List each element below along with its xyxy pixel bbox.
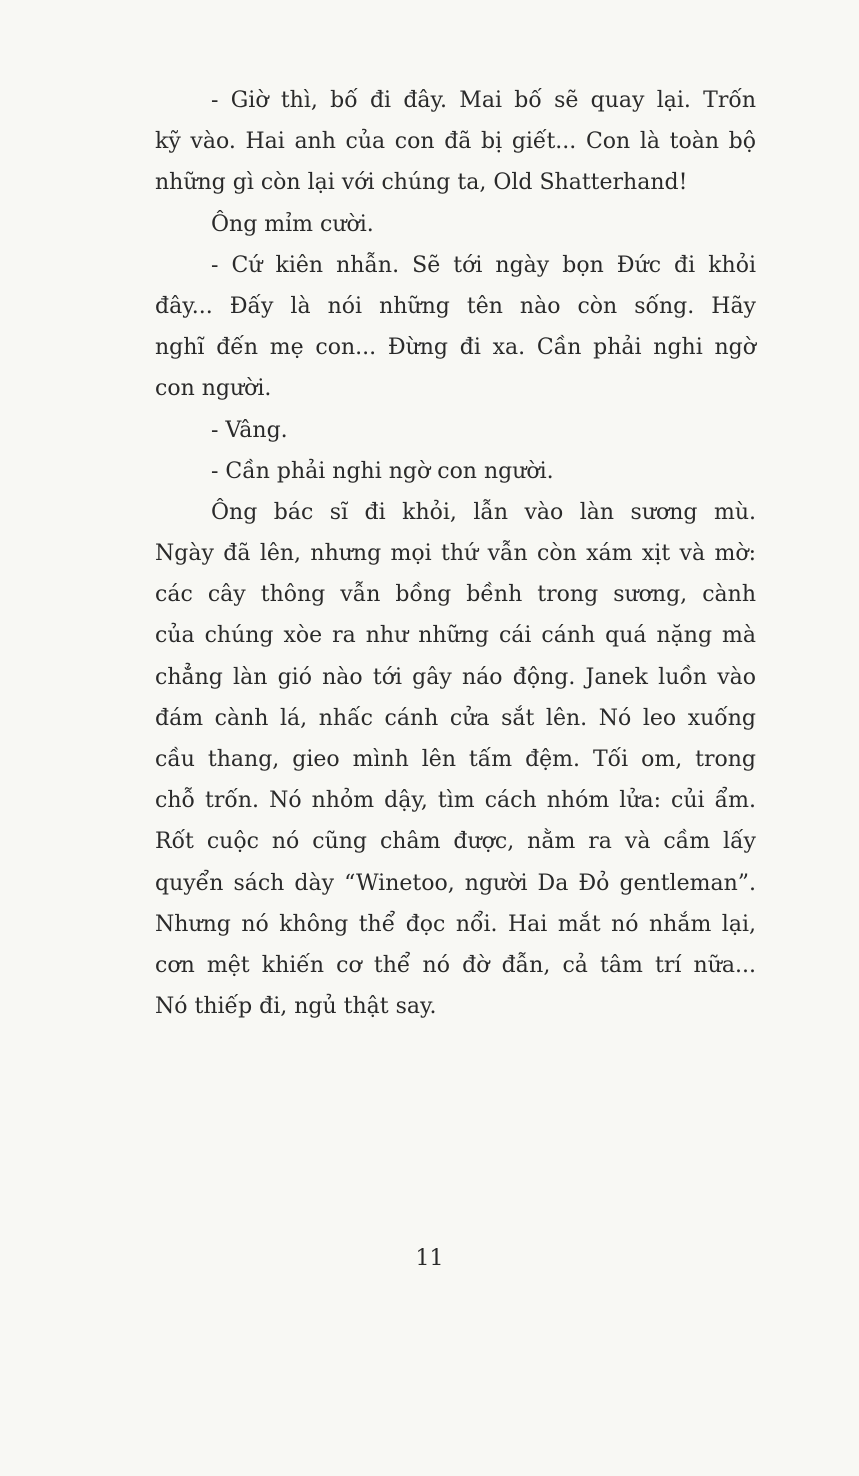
text-line: kỹ vào. Hai anh của con đã bị giết... Con là toàn bộ — [155, 129, 756, 155]
text-line: đây... Đấy là nói những tên nào còn sống. Hãy — [155, 293, 756, 319]
text-line: Ông mỉm cười. — [211, 211, 374, 237]
text-line: cầu thang, gieo mình lên tấm đệm. Tối om, trong — [155, 747, 756, 772]
text-line: các cây thông vẫn bồng bềnh trong sương, cành — [155, 582, 756, 608]
text-line: - Giờ thì, bố đi đây. Mai bố sẽ quay lại. Trốn — [211, 88, 756, 113]
text-line: Ông bác sĩ đi khỏi, lẫn vào làn sương mù. — [211, 499, 756, 525]
text-line: con người. — [155, 376, 272, 402]
text-line: Nhưng nó không thể đọc nổi. Hai mắt nó nhắm lại, — [155, 911, 756, 937]
text-line: quyển sách dày “Winetoo, người Da Đỏ gentleman”. — [155, 870, 756, 896]
text-line: - Cần phải nghi ngờ con người. — [211, 458, 554, 484]
page-number: 11 — [415, 1246, 444, 1271]
text-line: nghĩ đến mẹ con... Đừng đi xa. Cần phải nghi ngờ — [155, 335, 756, 361]
text-line: chỗ trốn. Nó nhỏm dậy, tìm cách nhóm lửa: củi ẩm. — [155, 788, 756, 814]
body-text — [155, 80, 756, 1027]
text-line: của chúng xòe ra như những cái cánh quá nặng mà — [155, 623, 756, 649]
text-line: - Vâng. — [211, 417, 288, 443]
text-line: những gì còn lại với chúng ta, Old Shatterhand! — [155, 170, 688, 196]
text-line: Nó thiếp đi, ngủ thật say. — [155, 994, 437, 1020]
text-line: Ngày đã lên, nhưng mọi thứ vẫn còn xám xịt và mờ: — [155, 541, 756, 567]
text-line: Rốt cuộc nó cũng châm được, nằm ra và cầm lấy — [155, 829, 756, 855]
text-line: cơn mệt khiến cơ thể nó đờ đẫn, cả tâm trí nữa... — [155, 952, 756, 978]
text-line: chẳng làn gió nào tới gây náo động. Janek luồn vào — [155, 664, 756, 690]
text-line: đám cành lá, nhấc cánh cửa sắt lên. Nó leo xuống — [155, 705, 756, 731]
text-line: - Cứ kiên nhẫn. Sẽ tới ngày bọn Đức đi khỏi — [211, 252, 756, 278]
